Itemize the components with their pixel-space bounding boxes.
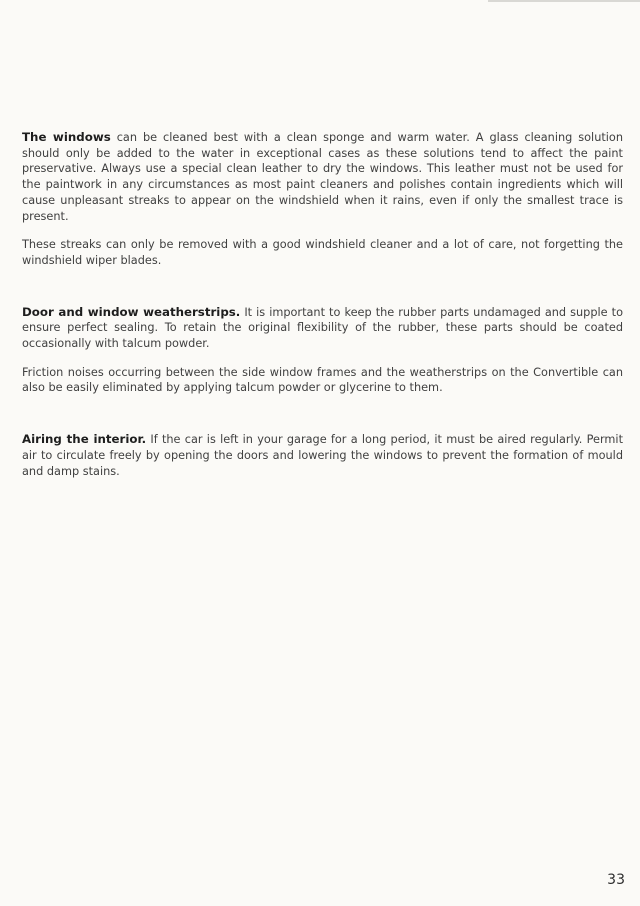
- spacer: [22, 224, 623, 237]
- spacer: [22, 352, 623, 365]
- windows-paragraph: [22, 130, 623, 224]
- streaks-paragraph: These streaks can only be removed with a good windshield cleaner and a lot of care, not forgetting the windshield wiper blades.: [22, 238, 623, 267]
- airing-paragraph: [22, 432, 623, 479]
- airing-text: If the car is left in your garage for a long period, it must be aired regularly. Permit air to circulate freely by opening the doors and lowering the windows to prevent the formation of mould and damp stains.: [22, 433, 623, 478]
- spacer: [22, 396, 623, 432]
- airing-heading: Airing the interior.: [22, 432, 147, 447]
- weatherstrips-text: It is important to keep the rubber parts undamaged and supple to ensure perfect sealing. To retain the original flexibility of the rubber, these parts should be coated occasionally with talcum powder.: [22, 305, 623, 351]
- friction-paragraph: Friction noises occurring between the side window frames and the weatherstrips on the Convertible can also be easily eliminated by applying talcum powder or glycerine to them.: [22, 365, 623, 395]
- spacer: [22, 269, 623, 305]
- windows-heading: The windows: [22, 130, 111, 144]
- manual-page-body: [22, 130, 623, 479]
- weatherstrips-heading: Door and window weatherstrips.: [22, 304, 241, 319]
- top-edge-line: [488, 0, 640, 2]
- page-number: 33: [607, 872, 625, 888]
- weatherstrips-paragraph: [22, 305, 623, 352]
- windows-text: can be cleaned best with a clean sponge and warm water. A glass cleaning solution should only be added to the water in exceptional cases as these solutions tend to affect the paint preservative. Always use a special clean leather to dry the windows. This leather must not be used for the paintwork in any circumstances as most paint cleaners and polishes contain ingredients which will cause unpleasant streaks to appear on the windshield when it rains, even if only the smallest trace is present.: [22, 131, 623, 223]
